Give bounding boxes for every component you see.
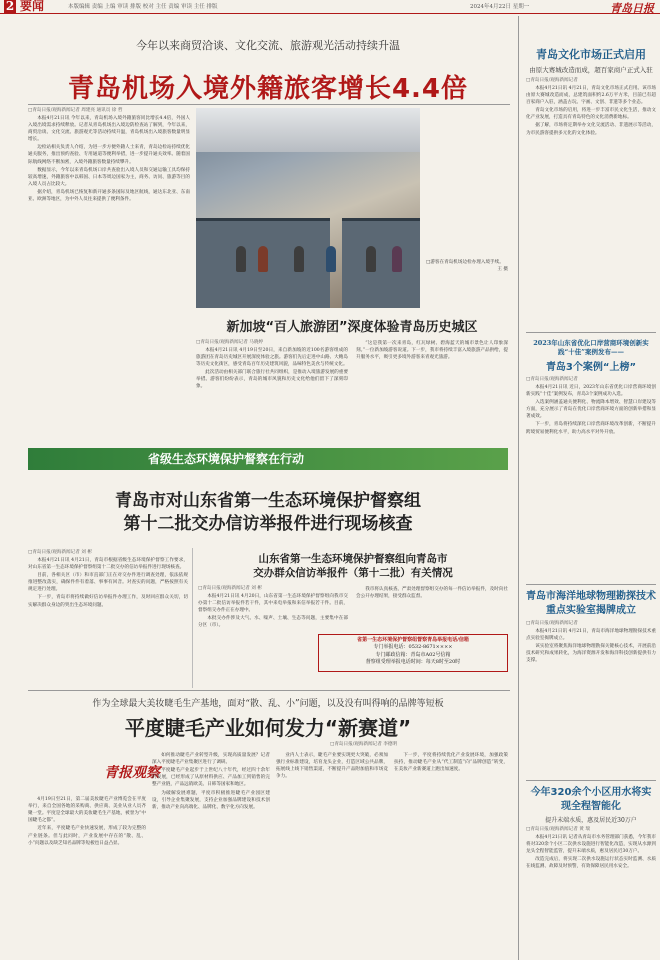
sidebar-s1-byline: □青岛日报/观海新闻记者: [526, 78, 578, 83]
article3-body: [28, 550, 188, 610]
sidebar-s4-para: 改造完成后，将实现二次供水设施运行状态实时监测、水质在线监测、故障及时预警，有效保障居民用水安全。: [526, 857, 656, 870]
article4-para: 我市将认真核查、严肃处理督察组交办的每一件信访举报件，及时向社会公开办理结果，接受群众监督。: [356, 587, 508, 600]
sidebar-s1-para: 青岛文化市场的启用，将进一步丰富市民文化生活，推动文化产业发展，打造具有青岛特色的文化消费新地标。: [526, 108, 656, 121]
article2-col2: [356, 340, 508, 362]
hotline-mailbox: 专门邮政信箱：青岛市A02号信箱: [375, 651, 451, 658]
sidebar-s2-body: [526, 377, 656, 436]
divider: [28, 104, 510, 105]
article3-title-line: 青岛市对山东省第一生态环境保护督察组: [115, 491, 421, 511]
article2-para: 此次活动由相关部门联合旅行社共同组织，是推动入境旅游发展的重要举措。游客们纷纷表示，青岛的城市风貌和历史文化给他们留下了深刻印象。: [196, 370, 348, 390]
article5-para: 业内人士表示，睫毛产业要实现更大突破，必须加强行业标准建设，培育龙头企业，打造区域公共品牌，拓展线上线下销售渠道，不断提升产品附加值和市场竞争力。: [276, 753, 388, 780]
article1-col1: [28, 108, 190, 204]
divider: [526, 332, 656, 333]
divider: [526, 780, 656, 781]
column-divider: [518, 16, 519, 960]
article5-kicker: 作为全球最大美妆睫毛生产基地，面对“散、乱、小”问题，以及没有叫得响的品牌等短板: [92, 699, 444, 709]
sidebar-s3-body: [526, 621, 656, 664]
article5-para: 下一步，平度将持续优化产业发展环境，加强政策扶持，推动睫毛产业从“代工制造”向“品牌创造”转变，在美妆产业新赛道上跑出加速度。: [394, 753, 508, 773]
article3-byline: □青岛日报/观海新闻记者 刘 彬: [28, 550, 92, 555]
article5-byline: □青岛日报/观海新闻记者 李德明: [330, 742, 398, 747]
article5-title: 平度睫毛产业如何发力“新赛道”: [124, 716, 412, 740]
sidebar-s2-title: 2023年山东省优化口岸营商环境创新实践“十佳”案例发布——: [533, 339, 649, 356]
sidebar-s1-body: [526, 78, 656, 137]
eco-banner-text: 省级生态环境保护督察在行动: [148, 452, 305, 466]
hotline-hours: 督察组受理举报电话时间：每天8时至20时: [365, 658, 461, 665]
article1-photo: [196, 108, 420, 308]
article1-photo-caption: [426, 260, 508, 274]
article1-kicker: 今年以来商贸洽谈、文化交流、旅游观光活动持续升温: [136, 39, 400, 52]
article5-para: 近年来，平度睫毛产业快速发展，形成了较为完整的产业链条。但与此同时，产业发展中存在的“散、乱、小”问题以及缺乏知名品牌等短板也日益凸显。: [28, 826, 146, 846]
newspaper-logo: 青岛日报: [610, 2, 654, 15]
article1-title: 青岛机场入境外籍旅客增长4.4倍: [67, 74, 469, 104]
article4-col1: [198, 586, 348, 630]
article3-title-line: 第十二批交办信访举报件进行现场核查: [123, 513, 413, 534]
photo-caption: □游客在青岛机场边检办理入境手续。: [426, 260, 504, 265]
sidebar-s2-byline: □青岛日报/观海新闻记者: [526, 377, 578, 382]
article3-para: 下一步，青岛市将持续做好信访举报件办理工作，及时回应群众关切，切实解决群众身边的突出生态环境问题。: [28, 595, 188, 608]
hotline-heading: 省第一生态环境保护督察组督察青岛举报电话/信箱: [357, 637, 469, 643]
editor-credits: 本版编辑 责编 上编 审读 排版 校对 主任 责编 审读 主任 排版: [68, 4, 218, 10]
sidebar-s1-subtitle: 由原大赛城改造而成，超百家商户正式入驻: [529, 66, 653, 74]
section-name: 要闻: [20, 0, 45, 13]
article3-title: [28, 490, 508, 536]
sidebar-s2-para: 下一步，青岛将持续深化口岸营商环境改革创新，不断提升跨境贸易便利化水平，助力高水平对外开放。: [526, 422, 656, 435]
article2-byline: □青岛日报/观海新闻记者 马晓婷: [196, 340, 264, 345]
article4-col2: [356, 586, 508, 601]
article4-title-line: 山东省第一生态环境保护督察组向青岛市: [258, 553, 448, 565]
article5-para: 如何推动睫毛产业转型升级，实现高质量发展？记者深入平度睫毛产业集聚区进行了调研。: [152, 753, 270, 766]
column-logo: 青报观察: [104, 765, 160, 781]
article5-para: 4月19日至21日，第二届美妆睫毛产业博览会在平度举行，来自全国各地的采购商、供应商、美业从业人员齐聚一堂。平度是全球最大的美妆睫毛生产基地，被誉为“中国睫毛之都”。: [28, 797, 146, 824]
sidebar-s4-title: 今年320余个小区用水将实现全程智能化: [530, 787, 652, 812]
article4-byline: □青岛日报/观海新闻记者 刘 彬: [198, 586, 262, 591]
article2-title: 新加坡“百人旅游团”深度体验青岛历史城区: [226, 320, 478, 335]
article5-col4: [394, 752, 508, 774]
article4-title: [198, 552, 508, 580]
article1-para: 边检站相关负责人介绍，为进一步方便外籍人士来青，青岛边检站持续优化通关服务，推出预约查验、专用通道等便利举措，进一步提升通关效率。随着国际航线网络不断加密，入境外籍旅客数量持续攀升。: [28, 145, 190, 165]
sidebar-s3-para: 本报4月21日讯 4月21日，青岛市海洋地球物理勘探技术重点实验室揭牌成立。: [526, 628, 656, 641]
sidebar-s1-para: 据了解，市场将定期举办文化交流活动、非遗展示等活动，为市民游客提供多元化的文化体验。: [526, 123, 656, 136]
article5-para: 为破解发展难题，平度市积极推进睫毛产业园区建设，引导企业集聚发展，支持企业加强品牌建设和技术创新，推动产业向高端化、品牌化、数字化方向发展。: [152, 790, 270, 810]
issue-date: 2024年4月22日 星期一: [470, 4, 530, 10]
page-number: 2: [5, 0, 15, 13]
article4-para: 本报4月21日讯 4月20日，山东省第一生态环境保护督察组向我市交办第十二批信访举报件若干件，其中来电举报和来信举报若干件。目前，督察组交办件正在办理中。: [198, 593, 348, 614]
report-hotline-box: [318, 634, 508, 672]
page-header: [0, 0, 660, 14]
divider: [28, 690, 510, 691]
article2-para: “这是我第一次来青岛，红瓦绿树、碧海蓝天的城市景色让人印象深刻。”一位新加坡游客说道。下一步，我市将持续丰富入境旅游产品供给，提升服务水平，吸引更多境外游客来青观光旅游。: [356, 341, 508, 361]
article1-para: 数据显示，今年以来青岛机场口岸共查验出入境人员和交通运输工具均保持较高增速，外籍旅客中以韩国、日本等周边国家为主，商务、访问、旅游等目的入境人员占比较大。: [28, 167, 190, 187]
sidebar-s3-para: 该实验室将聚焦海洋地球物理勘探关键核心技术，开展前沿技术研究和成果转化，为海洋资源开发和海洋科技创新提供有力支撑。: [526, 644, 656, 664]
article2-para: 本报4月21日讯 4月19日至20日，来自新加坡的近100名游客组成的旅游团在青岛历史城区开展深度体验之旅。游客们先后走进中山路、大鲍岛等历史文化街区，感受青岛百年历史建筑风貌，品味特色美食与传统文化。: [196, 347, 348, 368]
sidebar-s4-subtitle: 提升末端水质，惠及居民近30万户: [545, 817, 637, 824]
article1-para: 据介绍，青岛机场已恢复和新开通多条国际及地区航线，通达东北亚、东南亚、欧洲等地区，为中外人员往来提供了便利条件。: [28, 189, 190, 203]
eco-banner: [28, 448, 508, 470]
divider: [192, 548, 193, 688]
article5-col3: [276, 752, 388, 781]
sidebar-s4-para: 本报4月21日讯 记者从青岛市水务管理部门获悉，今年我市将对320余个小区二次供水设施进行智能化改造，实现从水源到龙头全程智能监管，提升末端水质，惠及居民近30万户。: [526, 834, 656, 855]
sidebar-s2-subtitle: 青岛3个案例“上榜”: [545, 362, 637, 373]
sidebar-s3-title: 青岛市海洋地球物理勘探技术重点实验室揭牌成立: [526, 591, 656, 616]
photo-credit: 王 摄: [497, 266, 508, 272]
article4-para: 本批交办件涉及大气、水、噪声、土壤、生态等问题，主要集中在部分区（市）。: [198, 616, 348, 629]
article3-para: 本报4月21日讯 4月21日，青岛市根据省级生态环境保护督察工作要求，对山东省第一生态环境保护督察组第十二批交办的信访举报件进行现场核查。: [28, 557, 188, 570]
sidebar-s2-para: 入选案例涵盖通关便利化、物流降本增效、智慧口岸建设等方面，充分展示了青岛在优化口岸营商环境方面的创新举措和显著成效。: [526, 400, 656, 420]
sidebar-s2-para: 本报4月21日讯 近日，2023年山东省优化口岸营商环境创新实践“十佳”案例发布，青岛3个案例成功入选。: [526, 384, 656, 397]
sidebar-s1-para: 本报4月21日讯 4月21日，青岛文化市场正式启用。该市场由原大赛城改造而成，总建筑面积约2.6万平方米，目前已有超百家商户入驻，涵盖古玩、字画、文创、非遗等多个业态。: [526, 85, 656, 106]
hotline-phone: 专门举报电话：0532-8671××××: [373, 644, 453, 651]
article1-para: 本报4月21日讯 今年以来，青岛机场入境外籍旅客同比增长4.4倍，外国人入境出境需求持续释放。记者从青岛机场出入境边防检查站了解到，今年以来，商贸洽谈、文化交流、旅游观光等活动持续升温，青岛机场出入境旅客数量明显增长。: [28, 115, 190, 143]
article4-title-line: 交办群众信访举报件（第十二批）有关情况: [253, 567, 453, 580]
sidebar-s3-byline: □青岛日报/观海新闻记者: [526, 621, 578, 626]
article3-para: 目前，各相关区（市）和市直部门正在对交办件进行调查处理，依法依规推进整改落实，确保件件有着落、事事有回音。对查实的问题，严格按照有关规定进行处理。: [28, 573, 188, 593]
article2-col1: [196, 340, 348, 392]
divider: [526, 584, 656, 585]
article5-col1: [28, 796, 146, 848]
sidebar-s4-body: [526, 827, 656, 870]
article5-col2: [152, 752, 270, 812]
sidebar-s1-title: 青岛文化市场正式启用: [536, 48, 646, 61]
sidebar-s4-byline: □青岛日报/观海新闻记者 黄 瑞: [526, 827, 590, 832]
article5-para: 平度睫毛产业起步于上世纪八十年代，经过四十余年的发展，已经形成了从原材料供应、产品加工到销售的完整产业链，产品远销欧美、日韩等国家和地区。: [152, 768, 270, 788]
article1-byline: □青岛日报/观海新闻记者 周建亮 通讯员 徐 哲: [28, 108, 123, 113]
